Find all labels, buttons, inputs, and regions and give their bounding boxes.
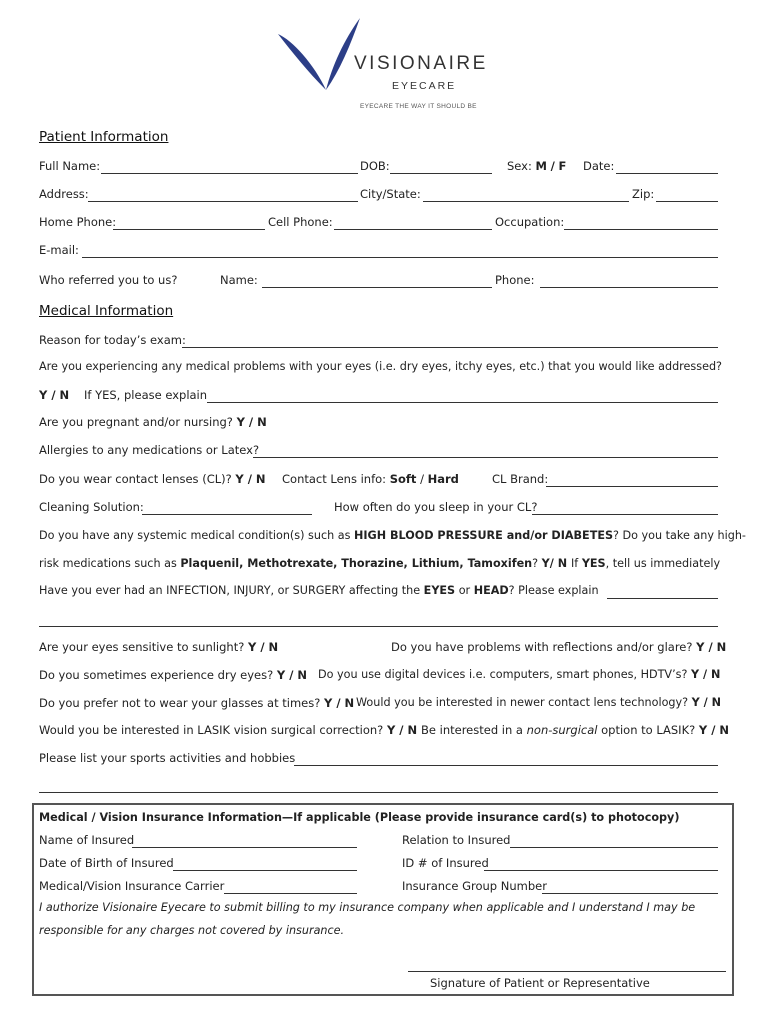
zip-field[interactable]	[656, 201, 718, 202]
patient-heading: Patient Information	[39, 129, 169, 145]
referred-label: Who referred you to us?	[39, 273, 178, 287]
systemic-text-2: ? Do you take any high-	[613, 529, 746, 542]
allergies-field[interactable]	[253, 457, 718, 458]
cl-slash: /	[420, 472, 424, 486]
relation-label: Relation to Insured	[402, 833, 511, 847]
risk-yn[interactable]: Y/ N	[541, 557, 568, 570]
lasik-question	[39, 723, 417, 737]
relation-field[interactable]	[510, 847, 718, 848]
risk-q: ?	[532, 557, 539, 570]
infection-or: or	[458, 584, 471, 597]
infection-text-1: Have you ever had an INFECTION, INJURY, or SURGERY affecting the	[39, 584, 421, 597]
cl-info-label: Contact Lens info:	[282, 472, 387, 486]
insurance-box	[32, 803, 734, 996]
cell-phone-field[interactable]	[334, 229, 492, 230]
address-field[interactable]	[88, 201, 358, 202]
infection-field-2[interactable]	[39, 626, 718, 627]
contacts-yn[interactable]: Y / N	[235, 472, 266, 486]
systemic-conditions: HIGH BLOOD PRESSURE and/or DIABETES	[353, 529, 614, 542]
city-state-field[interactable]	[423, 201, 629, 202]
sunlight-question	[39, 640, 278, 654]
sunlight-yn[interactable]: Y / N	[248, 640, 279, 654]
dob-label: DOB:	[360, 159, 390, 173]
address-label: Address:	[39, 187, 89, 201]
problems-yn[interactable]: Y / N	[39, 388, 70, 402]
problems-answer[interactable]	[39, 388, 69, 402]
referrer-name-label: Name:	[220, 273, 258, 287]
newer-cl-yn[interactable]: Y / N	[691, 696, 721, 709]
systemic-question	[39, 529, 746, 542]
carrier-field[interactable]	[224, 893, 357, 894]
referrer-phone-field[interactable]	[540, 287, 718, 288]
sex-label: Sex:	[507, 159, 532, 173]
not-wear-question	[39, 696, 354, 710]
lasik-label: Would you be interested in LASIK vision surgical correction?	[39, 723, 384, 737]
sleep-field[interactable]	[532, 514, 718, 515]
cl-brand-label: CL Brand:	[492, 472, 549, 486]
carrier-label: Medical/Vision Insurance Carrier	[39, 879, 225, 893]
referrer-phone-label: Phone:	[495, 273, 535, 287]
reason-field[interactable]	[182, 347, 718, 348]
digital-yn[interactable]: Y / N	[690, 668, 721, 681]
glare-yn[interactable]: Y / N	[696, 640, 727, 654]
occupation-label: Occupation:	[495, 215, 565, 229]
brand-name: VISIONAIRE	[354, 53, 488, 74]
pregnant-label: Are you pregnant and/or nursing?	[39, 415, 233, 429]
home-phone-field[interactable]	[113, 229, 265, 230]
id-field[interactable]	[484, 870, 718, 871]
sex-f[interactable]: F	[558, 159, 567, 173]
glare-label: Do you have problems with reflections and/or glare?	[391, 640, 693, 654]
home-phone-label: Home Phone:	[39, 215, 117, 229]
medical-heading: Medical Information	[39, 303, 174, 319]
sports-field-2[interactable]	[39, 792, 718, 793]
cell-phone-label: Cell Phone:	[268, 215, 333, 229]
glare-question	[391, 640, 726, 654]
tell-if: If	[571, 557, 579, 570]
name-insured-label: Name of Insured	[39, 833, 135, 847]
id-label: ID # of Insured	[402, 856, 489, 870]
non-surgical-yn[interactable]: Y / N	[698, 723, 730, 737]
dry-question	[39, 668, 307, 682]
full-name-field[interactable]	[101, 173, 358, 174]
allergies-label: Allergies to any medications or Latex?	[39, 443, 260, 457]
contacts-label: Do you wear contact lenses (CL)?	[39, 472, 232, 486]
dob-insured-field[interactable]	[173, 870, 357, 871]
non-surgical-text-1: Be interested in a	[421, 723, 523, 737]
tell-us-note	[571, 557, 720, 570]
tell-yes: YES	[581, 557, 606, 570]
non-surgical-question	[421, 723, 729, 737]
date-field[interactable]	[616, 173, 718, 174]
systemic-text-1: Do you have any systemic medical condition(s) such as	[39, 529, 351, 542]
cl-soft[interactable]: Soft	[389, 472, 417, 486]
date-label: Date:	[583, 159, 615, 173]
sex-m[interactable]: M	[535, 159, 547, 173]
cleaning-label: Cleaning Solution:	[39, 500, 144, 514]
risk-meds: Plaquenil, Methotrexate, Thorazine, Lithium, Tamoxifen	[180, 557, 533, 570]
infection-question	[39, 584, 599, 597]
cl-hard[interactable]: Hard	[427, 472, 459, 486]
infection-head: HEAD	[473, 584, 509, 597]
digital-question	[318, 668, 720, 681]
email-field[interactable]	[82, 257, 718, 258]
cl-brand-field[interactable]	[546, 486, 718, 487]
dry-label: Do you sometimes experience dry eyes?	[39, 668, 274, 682]
group-field[interactable]	[542, 893, 718, 894]
name-insured-field[interactable]	[132, 847, 357, 848]
cleaning-field[interactable]	[142, 514, 312, 515]
zip-label: Zip:	[632, 187, 655, 201]
if-yes-label: If YES, please explain	[84, 388, 208, 402]
sex-group	[507, 159, 566, 173]
full-name-label: Full Name:	[39, 159, 101, 173]
non-surgical-italic: non-surgical	[526, 723, 598, 737]
authorize-line-2: responsible for any charges not covered by insurance.	[39, 924, 345, 937]
newer-cl-label: Would you be interested in newer contact lens technology?	[356, 696, 689, 709]
not-wear-label: Do you prefer not to wear your glasses at times?	[39, 696, 321, 710]
digital-label: Do you use digital devices i.e. computers, smart phones, HDTV’s?	[318, 668, 688, 681]
contacts-question	[39, 472, 266, 486]
insurance-heading: Medical / Vision Insurance Information—If applicable (Please provide insurance card(s) to photocopy)	[39, 811, 680, 824]
email-label: E-mail:	[39, 243, 79, 257]
non-surgical-text-2: option to LASIK?	[601, 723, 696, 737]
infection-field[interactable]	[607, 598, 718, 599]
infection-text-2: ? Please explain	[508, 584, 599, 597]
lasik-yn[interactable]: Y / N	[386, 723, 418, 737]
risk-meds-question	[39, 557, 567, 570]
brand-subtitle: EYECARE	[392, 80, 457, 92]
authorize-line-1: I authorize Visionaire Eyecare to submit billing to my insurance company when applicable and I understand I may be	[39, 901, 696, 914]
infection-eyes: EYES	[423, 584, 456, 597]
reason-label: Reason for today’s exam:	[39, 333, 186, 347]
signature-label: Signature of Patient or Representative	[430, 976, 650, 990]
group-label: Insurance Group Number	[402, 879, 547, 893]
cl-info-group	[282, 472, 459, 486]
brand-tagline: EYECARE THE WAY IT SHOULD BE	[360, 103, 477, 110]
risk-text-1: risk medications such as	[39, 557, 177, 570]
pregnant-question	[39, 415, 267, 429]
sleep-label: How often do you sleep in your CL?	[334, 500, 538, 514]
tell-us: , tell us immediately	[605, 557, 721, 570]
newer-cl-question	[356, 696, 721, 709]
sports-label: Please list your sports activities and hobbies	[39, 751, 296, 765]
pregnant-yn[interactable]: Y / N	[236, 415, 267, 429]
dry-yn[interactable]: Y / N	[276, 668, 308, 682]
sex-slash: /	[550, 159, 555, 173]
occupation-field[interactable]	[564, 229, 718, 230]
problems-question: Are you experiencing any medical problems with your eyes (i.e. dry eyes, itchy eyes, etc.) that you would like addressed?	[39, 360, 722, 373]
not-wear-yn[interactable]: Y / N	[324, 696, 355, 710]
dob-insured-label: Date of Birth of Insured	[39, 856, 174, 870]
city-state-label: City/State:	[360, 187, 421, 201]
referrer-name-field[interactable]	[262, 287, 492, 288]
signature-field[interactable]	[408, 971, 726, 972]
sunlight-label: Are your eyes sensitive to sunlight?	[39, 640, 245, 654]
dob-field[interactable]	[390, 173, 492, 174]
sports-field[interactable]	[294, 765, 718, 766]
if-yes-field[interactable]	[207, 402, 718, 403]
